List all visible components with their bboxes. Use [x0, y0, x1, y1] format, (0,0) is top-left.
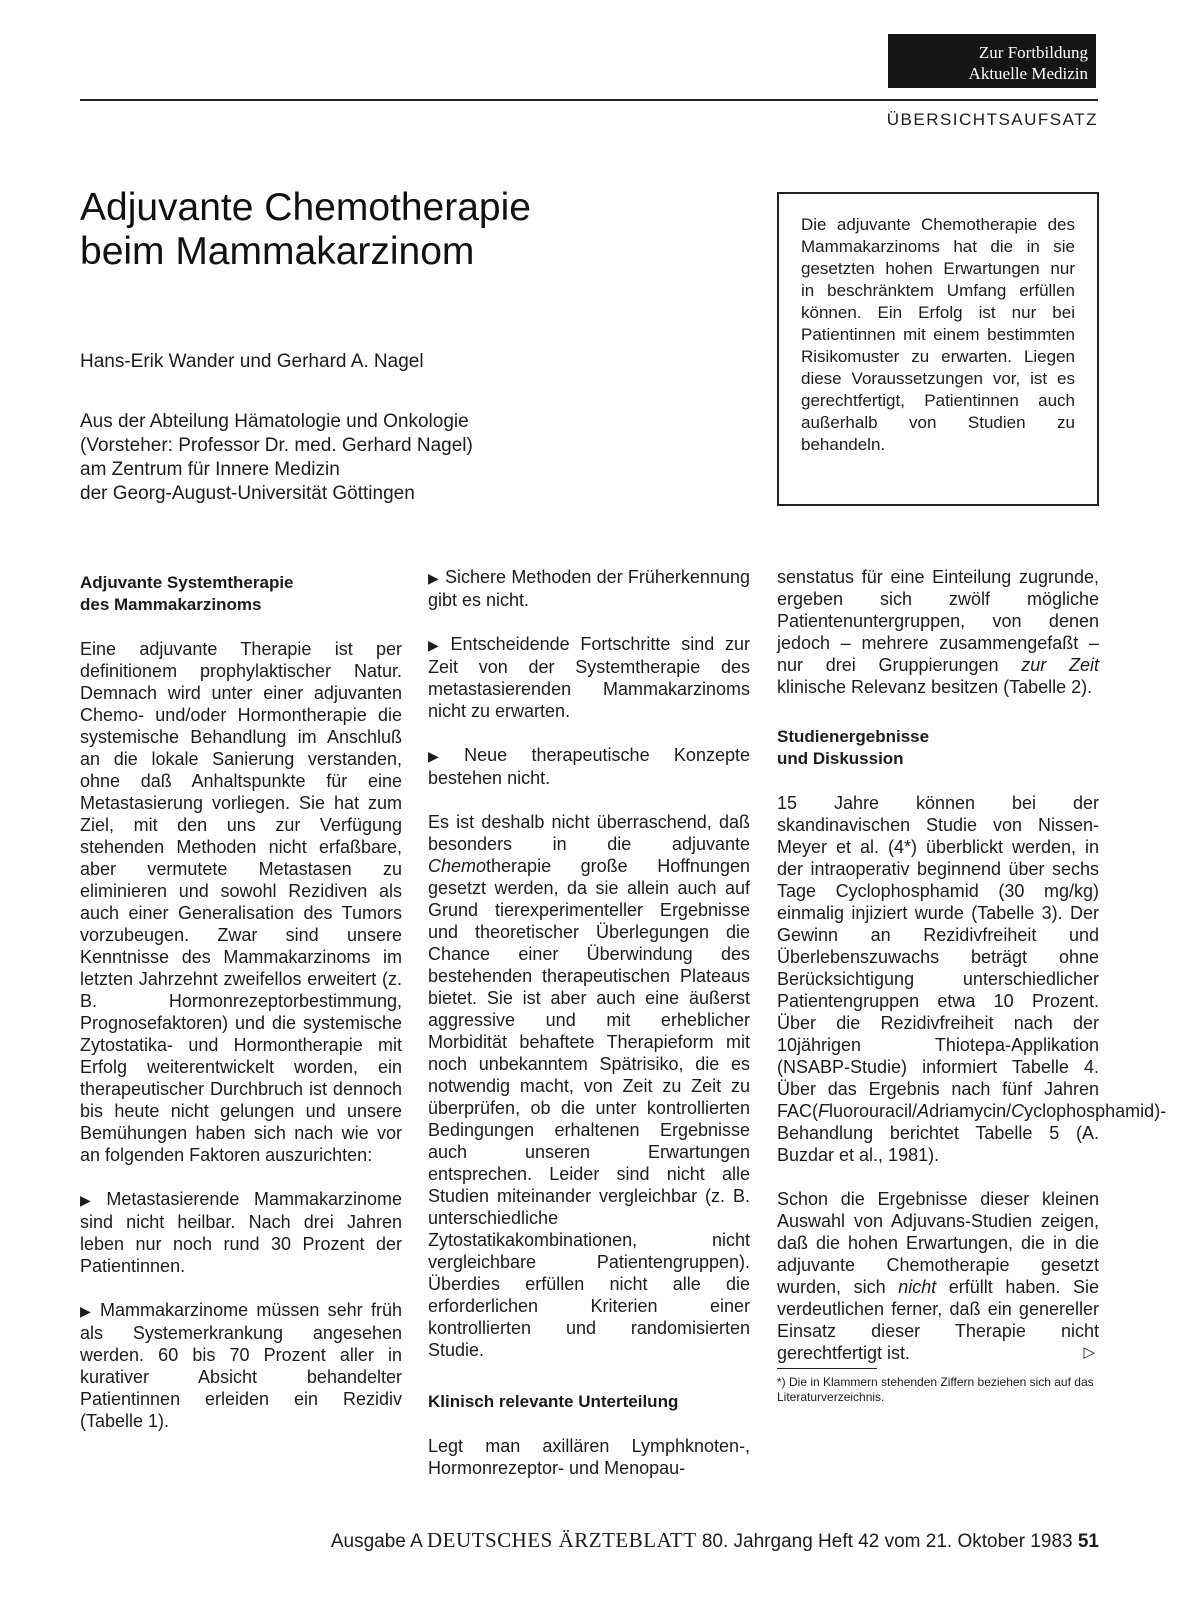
paragraph — [777, 566, 1099, 698]
text-run: therapie große Hoffnungen gesetzt werden, da sie allein auch auf Grund tierexperimenteller Ergebnisse und theoretischer Überlegungen die Chance einer Überwindung des bestehenden therapeutischen Plateaus bietet. Sie ist aber auch eine äußerst aggressive und mit erheblicher Morbidität behaftete Therapieform mit noch unbekanntem Spätrisiko, die es notwendig macht, von Zeit zu Zeit zu überprüfen, ob die unter kontrollierten Bedingungen erhaltenen Ergebnisse auch unseren Erwartungen entsprechen. Leider sind nicht alle Studien miteinander vergleichbar (z. B. unterschiedliche Zytostatikakombinationen, nicht vergleichbare Patientengruppen). Überdies erfüllen nicht alle die erforderlichen Kriterien einer kontrollierten und randomisierten Studie. — [428, 856, 750, 1360]
abstract-text: Die adjuvante Chemotherapie des Mammakarzinoms hat die in sie gesetzten hohen Erwartungen nur in beschränktem Umfang erfüllen können. Ein Erfolg ist nur bei Patientinnen mit einem bestimmten Risikomuster zu erwarten. Liegen diese Voraussetzungen vor, ist es gerechtfertigt, Patientinnen auch außerhalb von Studien zu behandeln. — [801, 215, 1075, 454]
footer-journal: DEUTSCHES ÄRZTEBLATT — [426, 1528, 697, 1552]
heading-line2: des Mammakarzinoms — [80, 595, 262, 614]
page-footer — [265, 1528, 1099, 1553]
bullet-item — [80, 1188, 402, 1277]
emphasis: zur Zeit — [1021, 655, 1099, 675]
footnote: *) Die in Klammern stehenden Ziffern beziehen sich auf das Literaturverzeichnis. — [777, 1375, 1094, 1404]
paragraph — [428, 811, 750, 1361]
heading-studienergebnisse — [777, 726, 1099, 770]
abstract-box — [777, 192, 1099, 506]
paragraph: Legt man axillären Lymphknoten-, Hormonrezeptor- und Menopau- — [428, 1436, 750, 1478]
bullet-text: Neue therapeutische Konzepte bestehen nicht. — [428, 745, 750, 788]
article-title — [80, 186, 531, 274]
footer-edition: Ausgabe A — [330, 1531, 422, 1552]
text-run: yclophosphamid)-Behandlung berichtet Tabelle 5 (A. Buzdar et al., 1981). — [777, 1101, 1167, 1165]
paragraph — [777, 1188, 1099, 1364]
emphasis: Chemo — [428, 856, 487, 876]
affiliation-line3: am Zentrum für Innere Medizin — [80, 459, 340, 480]
bullet-item — [428, 633, 750, 722]
rubric-box — [888, 34, 1096, 88]
heading-klinisch-relevante-unterteilung: Klinisch relevante Unterteilung — [428, 1392, 679, 1411]
section-label: ÜBERSICHTSAUFSATZ — [886, 110, 1098, 129]
rubric-line2: Aktuelle Medizin — [968, 64, 1088, 83]
column-3 — [777, 566, 1167, 1405]
text-run: klinische Relevanz besitzen (Tabelle 2). — [777, 677, 1093, 697]
column-2 — [428, 566, 750, 1501]
paragraph: Eine adjuvante Therapie ist per definitionem prophylaktischer Natur. Demnach wird unter einer adjuvanten Chemo- und/oder Hormontherapie die systemische Behandlung im Anschluß an die lokale Sanierung verstanden, ohne daß Anhaltspunkte für eine Metastasierung vorliegen. Sie hat zum Ziel, mit den uns zur Verfügung stehenden Methoden nicht erfaßbare, aber vermutete Metastasen zu eliminieren und sowohl Rezidiven als auch einer Generalisation des Tumors vorzubeugen. Zwar sind unsere Kenntnisse des Mammakarzinoms im letzten Jahrzehnt zweifellos erweitert (z. B. Hormonrezeptorbestimmung, Prognosefaktoren) und die systemische Zytostatika- und Hormontherapie mit Erfolg weiterentwickelt worden, ein therapeutischer Durchbruch ist dennoch bis heute nicht gelungen und unsere Bemühungen haben sich nach wie vor an folgenden Faktoren auszurichten: — [80, 639, 402, 1165]
affiliation-line1: Aus der Abteilung Hämatologie und Onkologie — [80, 411, 469, 432]
bullet-text: Mammakarzinome müssen sehr früh als Systemerkrankung angesehen werden. 60 bis 70 Prozent aller in kurativer Absicht behandelter Patientinnen erleiden ein Rezidiv (Tabelle 1). — [80, 1300, 402, 1431]
continue-arrow-icon: ▷ — [1083, 1344, 1095, 1361]
heading-line1: Adjuvante Systemtherapie — [80, 573, 294, 592]
heading-adjuvante-systemtherapie — [80, 572, 402, 616]
heading-line2: und Diskussion — [777, 749, 904, 768]
footer-issue: 80. Jahrgang Heft 42 vom 21. Oktober 1983 — [701, 1531, 1073, 1552]
emphasis: F — [818, 1101, 830, 1121]
bullet-arrow-icon: ▶ — [428, 570, 440, 586]
text-run: Schon die Ergebnisse dieser kleinen Auswahl von Adjuvans-Studien zeigen, daß die hohen Erwartungen, die in die adjuvante Chemotherapie gesetzt wurden, sich — [777, 1189, 1099, 1297]
authors: Hans-Erik Wander und Gerhard A. Nagel — [80, 351, 424, 372]
affiliation-line4: der Georg-August-Universität Göttingen — [80, 483, 415, 504]
affiliation — [80, 410, 473, 506]
emphasis: A — [917, 1101, 930, 1121]
text-run: senstatus für eine Einteilung zugrunde, ergeben sich zwölf mögliche Patientenuntergruppen, von denen jedoch – mehrere zusammengefaßt – nur drei Gruppierungen — [777, 567, 1099, 675]
text-run: luorouracil/ — [829, 1101, 918, 1121]
bullet-item — [428, 566, 750, 611]
bullet-arrow-icon: ▶ — [80, 1192, 101, 1208]
bullet-text: Sichere Methoden der Früherkennung gibt es nicht. — [428, 567, 750, 610]
emphasis: nicht — [898, 1277, 937, 1297]
text-run: erfüllt haben. Sie verdeutlichen ferner, daß ein genereller Einsatz dieser Therapie nicht gerechtfertigt ist. — [777, 1277, 1099, 1363]
column-1 — [80, 572, 402, 1454]
bullet-item — [428, 744, 750, 789]
page-number: 51 — [1077, 1531, 1099, 1552]
bullet-text: Metastasierende Mammakarzinome sind nicht heilbar. Nach drei Jahren leben nur noch rund 30 Prozent der Patientinnen. — [80, 1189, 402, 1276]
bullet-arrow-icon: ▶ — [80, 1303, 95, 1319]
affiliation-line2: (Vorsteher: Professor Dr. med. Gerhard Nagel) — [80, 435, 473, 456]
emphasis: C — [1011, 1101, 1025, 1121]
title-line2: beim Mammakarzinom — [80, 230, 475, 273]
bullet-item — [80, 1299, 402, 1432]
bullet-arrow-icon: ▶ — [428, 748, 459, 764]
text-run: Es ist deshalb nicht überraschend, daß besonders in die adjuvante — [428, 812, 750, 854]
title-line1: Adjuvante Chemotherapie — [80, 186, 531, 229]
text-run: 15 Jahre können bei der skandinavischen Studie von Nissen-Meyer et al. (4*) überblickt werden, in der intraoperativ beginnend über sechs Tage Cyclophosphamid (30 mg/kg) einmalig injiziert wurde (Tabelle 3). Der Gewinn an Rezidivfreiheit und Überlebenszuwachs beträgt ohne Berücksichtigung unterschiedlicher Patientengruppen etwa 10 Prozent. Über die Rezidivfreiheit nach der 10jährigen Thiotepa-Applikation (NSABP-Studie) informiert Tabelle 4. Über das Ergebnis nach fünf Jahren FAC( — [777, 793, 1099, 1121]
bullet-arrow-icon: ▶ — [428, 637, 445, 653]
bullet-text: Entscheidende Fortschritte sind zur Zeit von der Systemtherapie des metastasierenden Mammakarzinoms nicht zu erwarten. — [428, 634, 750, 721]
heading-line1: Studienergebnisse — [777, 727, 930, 746]
rubric-line1: Zur Fortbildung — [978, 43, 1088, 62]
text-run: driamycin/ — [929, 1101, 1012, 1121]
footnote-rule — [777, 1368, 877, 1369]
paragraph — [777, 792, 1167, 1166]
header-rule — [80, 99, 1098, 101]
